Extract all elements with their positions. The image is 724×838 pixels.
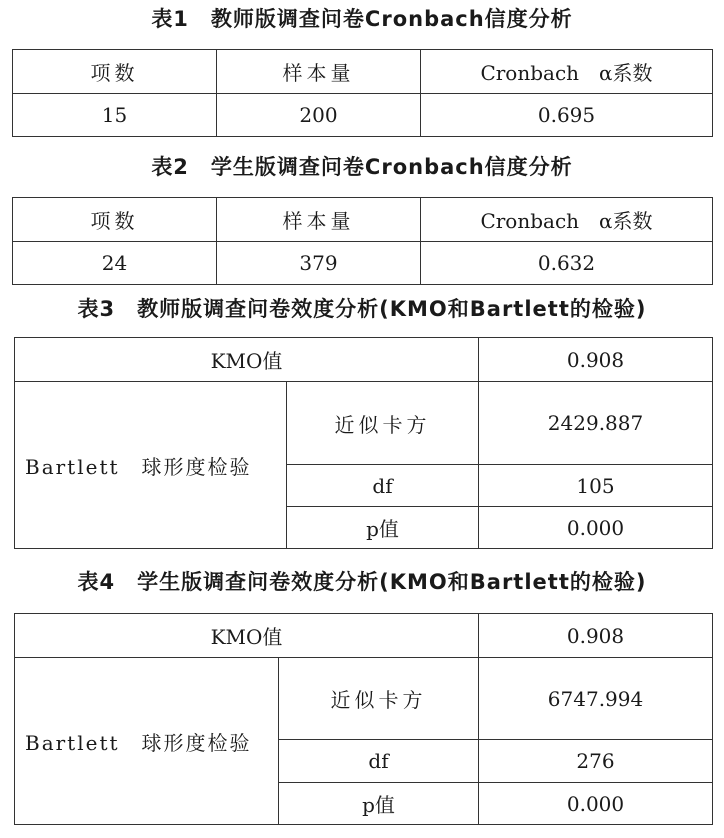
table3-kmo-value: 0.908 (479, 338, 713, 382)
table3-chi-value: 2429.887 (479, 382, 713, 465)
table1-cell-items: 15 (13, 94, 217, 137)
table4-p-label: p值 (279, 783, 479, 825)
table2-header-items: 项数 (13, 198, 217, 242)
table2-cell-alpha: 0.632 (421, 242, 713, 285)
table4-df-value: 276 (479, 740, 713, 783)
table4-chi-label: 近似卡方 (279, 658, 479, 740)
table3-df-label: df (287, 465, 479, 507)
table4-kmo-value: 0.908 (479, 614, 713, 658)
table4-bartlett-label: Bartlett 球形度检验 (15, 658, 279, 825)
table1-caption: 表1 教师版调查问卷Cronbach信度分析 (151, 7, 573, 31)
table4 (14, 613, 713, 825)
table4-chi-value: 6747.994 (479, 658, 713, 740)
table3-chi-label: 近似卡方 (287, 382, 479, 465)
table4-df-label: df (279, 740, 479, 783)
table1-header-samples: 样本量 (217, 50, 421, 94)
table4-p-value: 0.000 (479, 783, 713, 825)
table3-bartlett-label: Bartlett 球形度检验 (15, 382, 287, 549)
table1-header-items: 项数 (13, 50, 217, 94)
table3-p-value: 0.000 (479, 507, 713, 549)
table3-kmo-label: KMO值 (15, 338, 479, 382)
table1-cell-alpha: 0.695 (421, 94, 713, 137)
table3-caption: 表3 教师版调查问卷效度分析(KMO和Bartlett的检验) (77, 297, 647, 321)
table2-cell-items: 24 (13, 242, 217, 285)
table1-cell-samples: 200 (217, 94, 421, 137)
table1 (12, 49, 713, 137)
table2-cell-samples: 379 (217, 242, 421, 285)
table2 (12, 197, 713, 285)
table1-header-alpha: Cronbach α系数 (421, 50, 713, 94)
table3-p-label: p值 (287, 507, 479, 549)
table4-kmo-label: KMO值 (15, 614, 479, 658)
table2-header-alpha: Cronbach α系数 (421, 198, 713, 242)
table3 (14, 337, 713, 549)
table4-caption: 表4 学生版调查问卷效度分析(KMO和Bartlett的检验) (77, 570, 647, 594)
table2-header-samples: 样本量 (217, 198, 421, 242)
table3-df-value: 105 (479, 465, 713, 507)
table2-caption: 表2 学生版调查问卷Cronbach信度分析 (151, 155, 573, 179)
